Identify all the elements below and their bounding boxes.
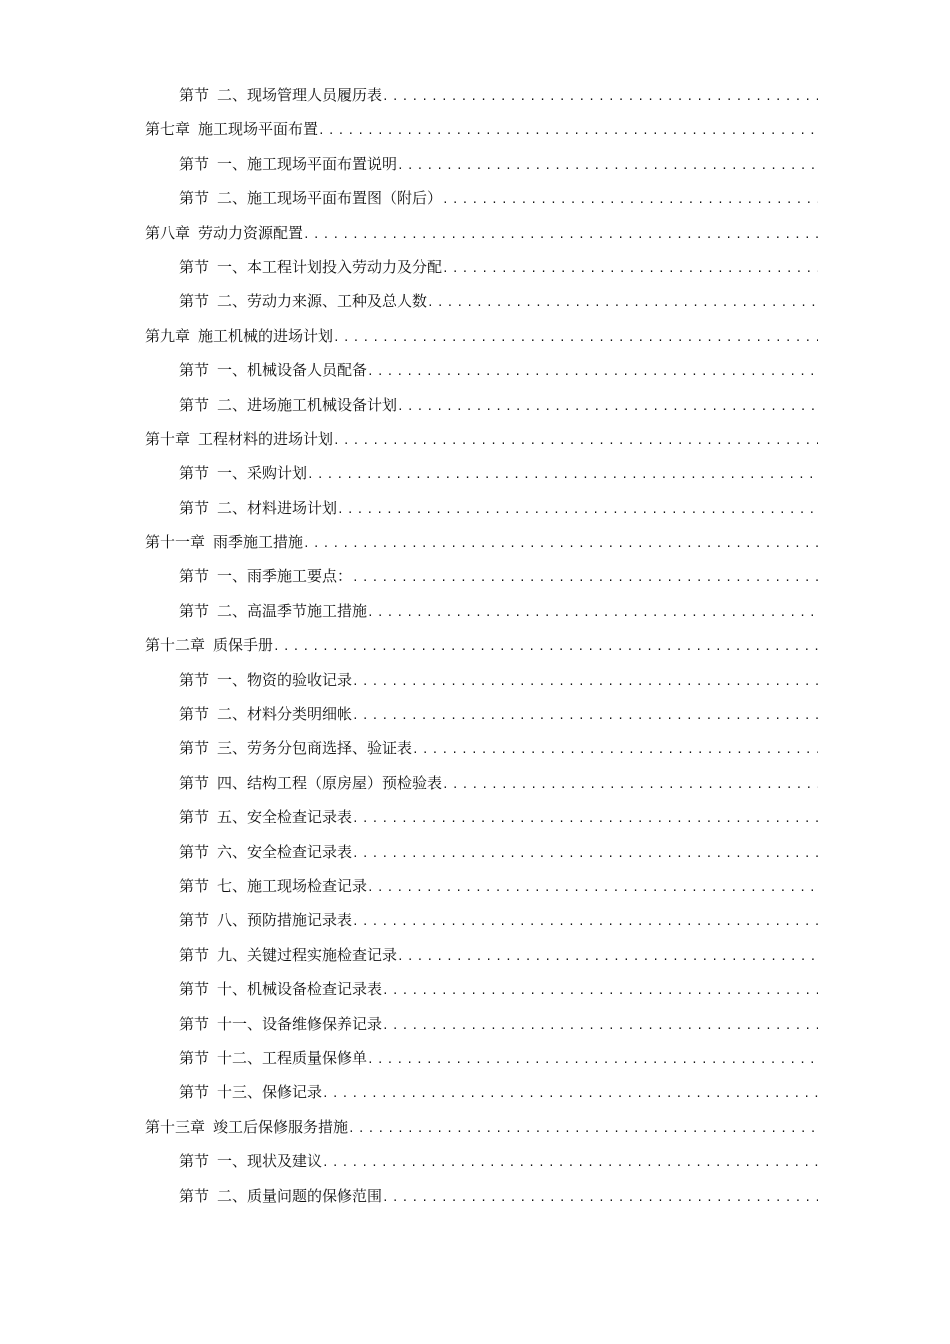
toc-entry-prefix: 第七章 [145, 120, 191, 139]
toc-section-entry[interactable] [0, 1179, 950, 1213]
toc-entry-prefix: 第节 [179, 773, 210, 792]
toc-entry-title: 七、施工现场检查记录 [217, 876, 368, 895]
toc-entry-title: 一、物资的验收记录 [217, 670, 353, 689]
dot-leader [352, 837, 818, 871]
dot-leader [427, 286, 818, 320]
toc-entry-title: 十、机械设备检查记录表 [217, 980, 383, 999]
toc-entry-title: 九、关键过程实施检查记录 [217, 945, 398, 964]
dot-leader [348, 1112, 818, 1146]
toc-entry-prefix: 第节 [179, 945, 210, 964]
toc-section-entry[interactable] [0, 766, 950, 800]
toc-entry-prefix: 第九章 [145, 326, 191, 345]
toc-section-entry[interactable] [0, 594, 950, 628]
toc-section-entry[interactable] [0, 731, 950, 765]
dot-leader [397, 940, 818, 974]
dot-leader [397, 390, 818, 424]
toc-entry-prefix: 第十三章 [145, 1117, 206, 1136]
dot-leader [382, 974, 818, 1008]
toc-entry-prefix: 第节 [179, 154, 210, 173]
toc-entry-title: 六、安全检查记录表 [217, 842, 353, 861]
toc-section-entry[interactable] [0, 1041, 950, 1075]
toc-section-entry[interactable] [0, 456, 950, 490]
toc-entry-prefix: 第节 [179, 1152, 210, 1171]
toc-section-entry[interactable] [0, 869, 950, 903]
toc-entry-title: 三、劳务分包商选择、验证表 [217, 739, 413, 758]
dot-leader [333, 424, 818, 458]
dot-leader [352, 665, 818, 699]
toc-chapter-entry[interactable] [0, 1110, 950, 1144]
toc-entry-prefix: 第节 [179, 842, 210, 861]
dot-leader [367, 596, 818, 630]
toc-entry-prefix: 第节 [179, 189, 210, 208]
toc-entry-title: 二、质量问题的保修范围 [217, 1186, 383, 1205]
dot-leader [273, 630, 818, 664]
toc-entry-title: 二、施工现场平面布置图（附后） [217, 189, 443, 208]
toc-entry-title: 施工机械的进场计划 [198, 326, 334, 345]
dot-leader [397, 149, 818, 183]
toc-entry-title: 二、高温季节施工措施 [217, 601, 368, 620]
toc-entry-title: 十一、设备维修保养记录 [217, 1014, 383, 1033]
toc-section-entry[interactable] [0, 903, 950, 937]
dot-leader [318, 114, 818, 148]
toc-chapter-entry[interactable] [0, 319, 950, 353]
dot-leader [382, 1009, 818, 1043]
dot-leader [367, 355, 818, 389]
toc-section-entry[interactable] [0, 250, 950, 284]
toc-entry-prefix: 第节 [179, 601, 210, 620]
dot-leader [442, 252, 818, 286]
toc-chapter-entry[interactable] [0, 422, 950, 456]
toc-entry-prefix: 第节 [179, 911, 210, 930]
dot-leader [412, 733, 818, 767]
toc-section-entry[interactable] [0, 697, 950, 731]
toc-entry-prefix: 第节 [179, 86, 210, 104]
toc-entry-prefix: 第节 [179, 1048, 210, 1067]
toc-section-entry[interactable] [0, 284, 950, 318]
toc-entry-prefix: 第节 [179, 257, 210, 276]
toc-section-entry[interactable] [0, 972, 950, 1006]
toc-chapter-entry[interactable] [0, 112, 950, 146]
table-of-contents [0, 78, 950, 1213]
toc-entry-title: 十三、保修记录 [217, 1083, 323, 1102]
dot-leader [352, 905, 818, 939]
dot-leader [352, 699, 818, 733]
dot-leader [307, 458, 818, 492]
toc-entry-title: 劳动力资源配置 [198, 223, 304, 242]
toc-section-entry[interactable] [0, 147, 950, 181]
toc-entry-prefix: 第节 [179, 980, 210, 999]
toc-entry-title: 一、施工现场平面布置说明 [217, 154, 398, 173]
toc-entry-title: 质保手册 [213, 636, 274, 655]
toc-entry-prefix: 第节 [179, 1014, 210, 1033]
dot-leader [333, 321, 818, 355]
toc-section-entry[interactable] [0, 1007, 950, 1041]
dot-leader [442, 183, 818, 217]
dot-leader [382, 1181, 818, 1215]
toc-entry-title: 施工现场平面布置 [198, 120, 319, 139]
toc-entry-title: 十二、工程质量保修单 [217, 1048, 368, 1067]
toc-entry-title: 二、现场管理人员履历表 [217, 86, 383, 104]
toc-entry-prefix: 第节 [179, 670, 210, 689]
dot-leader [352, 802, 818, 836]
toc-section-entry[interactable] [0, 353, 950, 387]
toc-entry-prefix: 第节 [179, 498, 210, 517]
dot-leader [337, 493, 818, 527]
toc-entry-prefix: 第节 [179, 705, 210, 724]
toc-entry-prefix: 第节 [179, 567, 210, 586]
dot-leader [367, 1043, 818, 1077]
dot-leader [352, 561, 818, 595]
toc-entry-title: 雨季施工措施 [213, 533, 304, 552]
toc-section-entry[interactable] [0, 800, 950, 834]
toc-entry-title: 四、结构工程（原房屋）预检验表 [217, 773, 443, 792]
toc-entry-title: 一、雨季施工要点： [217, 567, 353, 586]
toc-entry-title: 竣工后保修服务措施 [213, 1117, 349, 1136]
dot-leader [322, 1146, 818, 1180]
toc-entry-prefix: 第十一章 [145, 533, 206, 552]
toc-section-entry[interactable] [0, 1144, 950, 1178]
toc-section-entry[interactable] [0, 181, 950, 215]
toc-entry-prefix: 第节 [179, 395, 210, 414]
toc-entry-prefix: 第八章 [145, 223, 191, 242]
dot-leader [442, 768, 818, 802]
toc-section-entry[interactable] [0, 78, 950, 112]
toc-entry-prefix: 第十二章 [145, 636, 206, 655]
toc-entry-title: 一、本工程计划投入劳动力及分配 [217, 257, 443, 276]
toc-entry-prefix: 第节 [179, 292, 210, 311]
toc-entry-title: 五、安全检查记录表 [217, 808, 353, 827]
dot-leader [303, 218, 818, 252]
toc-chapter-entry[interactable] [0, 216, 950, 250]
toc-entry-title: 工程材料的进场计划 [198, 429, 334, 448]
toc-section-entry[interactable] [0, 388, 950, 422]
toc-entry-prefix: 第节 [179, 739, 210, 758]
toc-section-entry[interactable] [0, 559, 950, 593]
toc-section-entry[interactable] [0, 835, 950, 869]
toc-section-entry[interactable] [0, 663, 950, 697]
toc-entry-prefix: 第节 [179, 1186, 210, 1205]
toc-entry-title: 二、进场施工机械设备计划 [217, 395, 398, 414]
toc-entry-title: 一、采购计划 [217, 464, 308, 483]
toc-entry-prefix: 第节 [179, 361, 210, 380]
toc-entry-title: 一、机械设备人员配备 [217, 361, 368, 380]
toc-chapter-entry[interactable] [0, 628, 950, 662]
dot-leader [322, 1077, 818, 1111]
dot-leader [303, 527, 818, 561]
toc-entry-title: 二、劳动力来源、工种及总人数 [217, 292, 428, 311]
toc-entry-prefix: 第节 [179, 464, 210, 483]
toc-entry-prefix: 第节 [179, 876, 210, 895]
toc-entry-title: 二、材料分类明细帐 [217, 705, 353, 724]
toc-entry-title: 一、现状及建议 [217, 1152, 323, 1171]
toc-entry-prefix: 第十章 [145, 429, 191, 448]
dot-leader [382, 80, 818, 114]
toc-entry-title: 二、材料进场计划 [217, 498, 338, 517]
toc-entry-prefix: 第节 [179, 1083, 210, 1102]
toc-entry-prefix: 第节 [179, 808, 210, 827]
dot-leader [367, 871, 818, 905]
toc-section-entry[interactable] [0, 491, 950, 525]
toc-section-entry[interactable] [0, 1075, 950, 1109]
toc-entry-title: 八、预防措施记录表 [217, 911, 353, 930]
toc-section-entry[interactable] [0, 938, 950, 972]
toc-chapter-entry[interactable] [0, 525, 950, 559]
